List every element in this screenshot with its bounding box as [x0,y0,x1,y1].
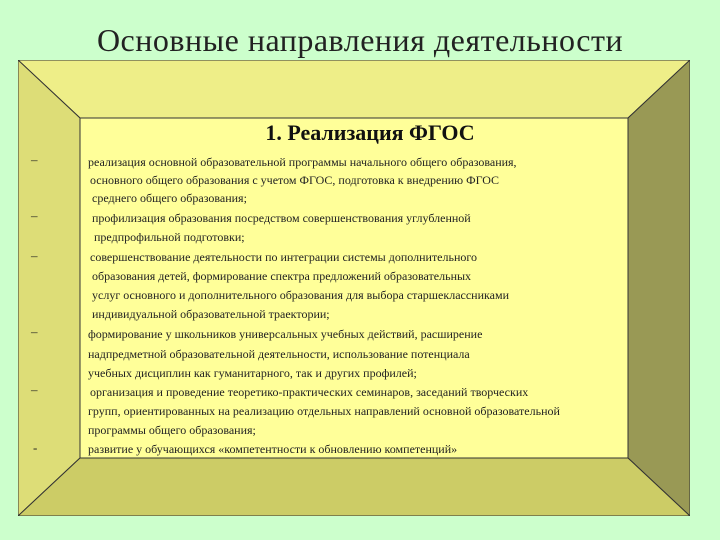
text-line: основного общего образования с учетом ФГОС, подготовка к внедрению ФГОС [90,173,500,187]
text-line: организация и проведение теоретико-практических семинаров, заседаний творческих [90,385,529,399]
bullet-marker: – [31,248,38,263]
text-line: предпрофильной подготовки; [94,230,245,244]
bevel-top [18,60,690,118]
bullet-marker: - [33,440,38,455]
section-heading: 1. Реализация ФГОС [265,120,475,145]
bullet-marker: – [31,208,38,223]
text-line: образования детей, формирование спектра предложений образовательных [92,269,472,283]
text-line: профилизация образования посредством совершенствования углубленной [92,211,471,225]
bullet-marker: – [31,324,38,339]
text-line: программы общего образования; [88,423,256,437]
bullet-marker: – [31,152,38,167]
bullet-marker: – [31,382,38,397]
text-line: формирование у школьников универсальных учебных действий, расширение [88,327,483,341]
text-line: развитие у обучающихся «компетентности к обновлению компетенций» [88,442,458,456]
text-line: среднего общего образования; [92,191,247,205]
text-line: реализация основной образовательной программы начального общего образования, [88,155,517,169]
text-line: услуг основного и дополнительного образования для выбора старшеклассниками [92,288,510,302]
text-line: групп, ориентированных на реализацию отдельных направлений основной образовательной [88,404,560,418]
text-line: надпредметной образовательной деятельности, использование потенциала [88,347,470,361]
text-line: индивидуальной образовательной траектории; [92,307,330,321]
text-line: совершенствование деятельности по интеграции системы дополнительного [90,250,478,264]
text-line: учебных дисциплин как гуманитарного, так и других профилей; [88,366,417,380]
bevel-bottom [18,458,690,516]
slide-title: Основные направления деятельности [96,22,624,58]
